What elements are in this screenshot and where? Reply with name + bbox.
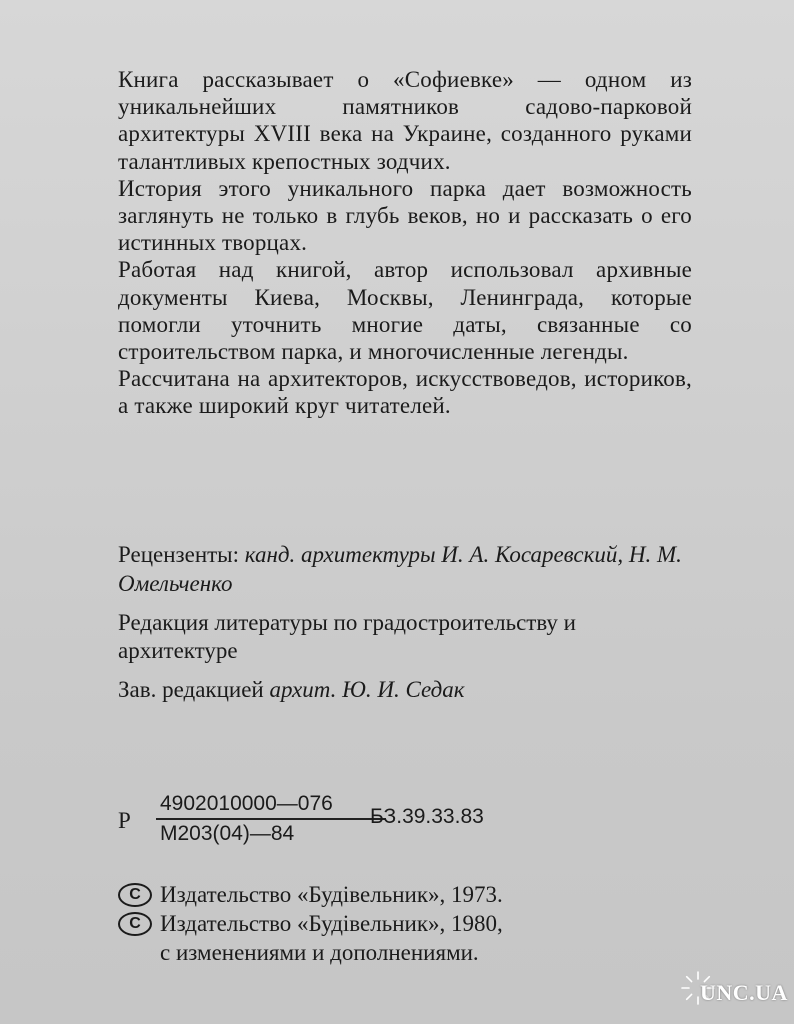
annotation-paragraph: Работая над книгой, автор использовал архивные документы Киева, Москвы, Ленинграда, которые помогли уточнить многие даты, связанные со строительством парка, и многочисленные легенды. [118,257,692,365]
chief-editor [118,676,692,704]
copyright-icon: C [118,883,152,907]
copyright-line [118,909,638,938]
reviewers-label: Рецензенты: [118,542,240,567]
copyright-line [118,938,638,967]
redaction-note: Редакция литературы по градостроительству и архитектуре [118,610,576,663]
index-letter: Р [118,808,131,833]
copyright-line [118,880,638,909]
fraction-line [156,818,386,820]
copyright-icon: C [118,912,152,936]
copyright-text: Издательство «Будівельник», 1973. [160,882,503,907]
index-numerator: 4902010000—076 [160,792,333,815]
index-denominator: М203(04)—84 [160,822,295,845]
watermark-text: UNC.UA [700,980,788,1005]
bz-code: БЗ.39.33.83 [370,805,484,828]
annotation-paragraph: История этого уникального парка дает возможность заглянуть не только в глубь веков, но и рассказать о его истинных творцах. [118,175,692,256]
copyright-text: Издательство «Будівельник», 1980, [160,911,503,936]
reviewers-names: канд. архитектуры И. А. Косаревский, Н. М. Омельченко [118,542,682,596]
copyright-block [118,880,638,967]
watermark [680,966,790,1016]
annotation-text [118,66,692,420]
reviewers [118,540,692,598]
editor-label: Зав. редакцией [118,677,264,702]
copyright-text: с изменениями и дополнениями. [160,940,479,965]
publication-index [118,792,538,856]
annotation-paragraph: Рассчитана на архитекторов, искусствоведов, историков, а также широкий круг читателей. [118,366,692,419]
editor-name: архит. Ю. И. Седак [269,677,465,702]
annotation-paragraph: Книга рассказывает о «Софиевке» — одном из уникальнейших памятников садово-парковой архитектуры XVIII века на Украине, созданного руками талантливых крепостных зодчих. [118,67,692,174]
